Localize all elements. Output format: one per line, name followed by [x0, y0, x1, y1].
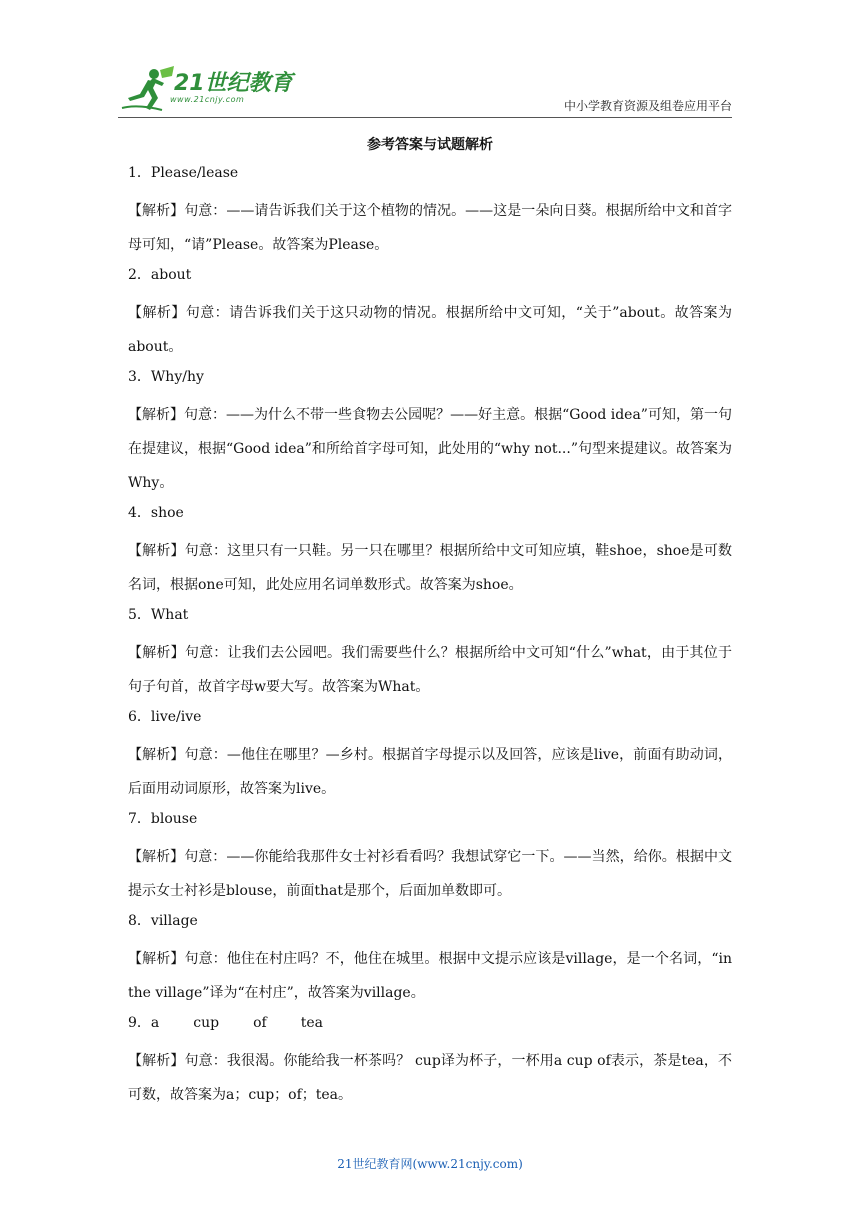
list-item: [128, 500, 732, 602]
list-item: [128, 806, 732, 908]
header-divider: [118, 117, 732, 118]
runner-logo-icon: [118, 64, 178, 114]
answer-line: 2．about: [128, 267, 192, 283]
explanation: 【解析】句意：请告诉我们关于这只动物的情况。根据所给中文可知，“关于”about。故答案为about。: [128, 305, 732, 355]
list-item: [128, 1010, 732, 1112]
explanation: 【解析】句意：我很渴。你能给我一杯茶吗？ cup译为杯子，一杯用a cup of表示，茶是tea，不可数，故答案为a；cup；of；tea。: [128, 1053, 732, 1103]
list-item: [128, 262, 732, 364]
page-footer: 21世纪教育网(www.21cnjy.com): [337, 1157, 523, 1171]
logo-url: www.21cnjy.com: [170, 95, 245, 104]
list-item: [128, 364, 732, 500]
answer-line: 7．blouse: [128, 811, 198, 827]
list-item: [128, 602, 732, 704]
explanation: 【解析】句意：让我们去公园吧。我们需要些什么？根据所给中文可知“什么”what，由于其位于句子句首，故首字母w要大写。故答案为What。: [128, 645, 732, 695]
explanation: 【解析】句意：——你能给我那件女士衬衫看看吗？我想试穿它一下。——当然，给你。根据中文提示女士衬衫是blouse，前面that是那个，后面加单数即可。: [128, 849, 732, 899]
answers-list: [128, 160, 732, 1112]
list-item: [128, 160, 732, 262]
answer-line: [128, 1010, 732, 1044]
answer-part: of: [253, 1015, 267, 1031]
logo: [118, 64, 298, 120]
answer-part: cup: [193, 1015, 220, 1031]
answer-line: 1．Please/lease: [128, 165, 239, 181]
explanation: 【解析】句意：——请告诉我们关于这个植物的情况。——这是一朵向日葵。根据所给中文和首字母可知，“请”Please。故答案为Please。: [128, 203, 732, 253]
answer-line: 8．village: [128, 913, 198, 929]
page-title: 参考答案与试题解析: [367, 137, 493, 153]
list-item: [128, 908, 732, 1010]
explanation: 【解析】句意：——为什么不带一些食物去公园呢？——好主意。根据“Good idea”可知，第一句在提建议，根据“Good idea”和所给首字母可知，此处用的“why not...”句型来提建议。故答案为Why。: [128, 407, 732, 491]
list-item: [128, 704, 732, 806]
answer-part: tea: [300, 1015, 323, 1031]
logo-text: 21世纪教育: [174, 71, 293, 96]
explanation: 【解析】句意：他住在村庄吗？不，他住在城里。根据中文提示应该是village，是一个名词，“in the village”译为“在村庄”，故答案为village。: [128, 951, 732, 1001]
explanation: 【解析】句意：这里只有一只鞋。另一只在哪里？根据所给中文可知应填，鞋shoe，shoe是可数名词，根据one可知，此处应用名词单数形式。故答案为shoe。: [128, 543, 732, 593]
platform-label: 中小学教育资源及组卷应用平台: [563, 99, 732, 113]
page-header: [0, 0, 860, 120]
answer-line: 4．shoe: [128, 505, 184, 521]
answer-line: 6．live/ive: [128, 709, 202, 725]
answer-part: 9．a: [128, 1015, 160, 1031]
answer-line: 3．Why/hy: [128, 369, 204, 385]
explanation: 【解析】句意：—他住在哪里？—乡村。根据首字母提示以及回答，应该是live，前面有助动词，后面用动词原形，故答案为live。: [128, 747, 732, 797]
answer-line: 5．What: [128, 607, 189, 623]
